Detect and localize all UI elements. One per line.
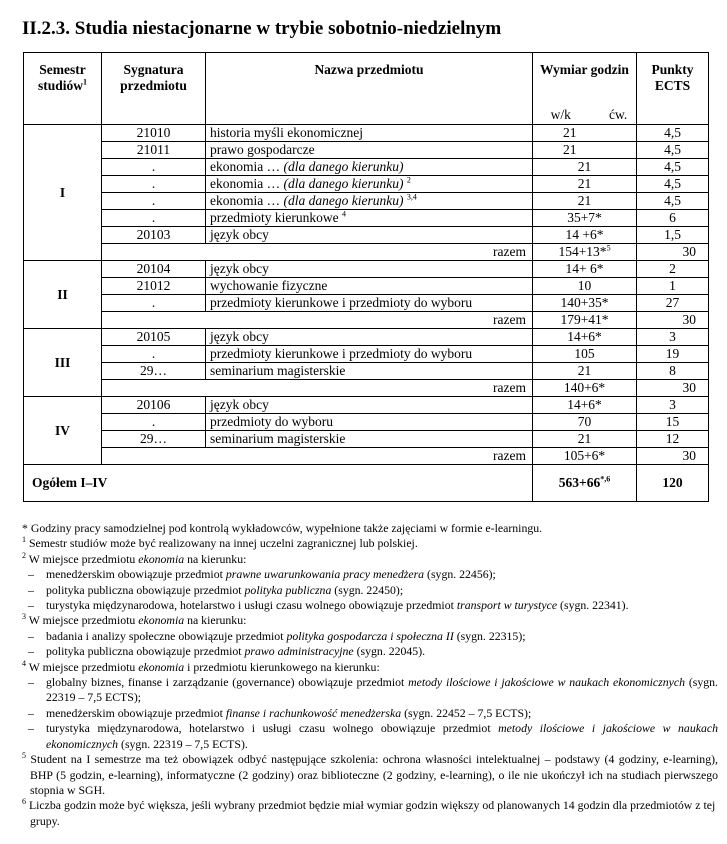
subject-name-cell xyxy=(206,210,533,227)
header-cw: ćw. xyxy=(609,107,628,122)
subject-name: przedmioty kierunkowe xyxy=(210,210,339,225)
table-row xyxy=(24,363,709,380)
signature-cell: . xyxy=(102,295,206,312)
table-row xyxy=(24,295,709,312)
subject-name: ekonomia … xyxy=(210,176,284,191)
table-row xyxy=(24,159,709,176)
subject-name: język obcy xyxy=(210,329,269,344)
razem-hours xyxy=(533,312,637,329)
footnote-item-subject: transport w turystyce xyxy=(456,598,558,613)
hours-cell: 105 xyxy=(533,346,637,363)
hours-cell: 14+6* xyxy=(533,397,637,414)
footnote-ref: 4 xyxy=(341,209,346,219)
table-header-row xyxy=(24,53,709,107)
razem-hours-value: 105+6* xyxy=(563,448,606,463)
subject-name-cell xyxy=(206,142,533,159)
footnote-5: $^5$ Student na I semestrze ma też obowiązek odbyć następujące szkolenia: ochrona własności intelektualnej – podstawy (4 godziny, e-learning), BHP (5 godzin, e-learning), informatyczne (2 godziny) oraz biblioteczne (2 godziny, e-learning), o ile nie ukończył ich na studiach pierwszego stopnia w SGH. xyxy=(22,751,718,797)
footnote-item-text-b: (sygn. 22452 – 7,5 ECTS); xyxy=(401,705,532,720)
ects-cell: 4,5 xyxy=(637,125,709,142)
razem-label: razem xyxy=(102,380,533,397)
ects-cell: 4,5 xyxy=(637,193,709,210)
footnotes xyxy=(22,521,718,829)
subject-name-cell xyxy=(206,397,533,414)
hours-cell: 14+ 6* xyxy=(533,261,637,278)
footnote-item-text xyxy=(46,629,718,644)
subject-name-italic: (dla danego kierunku) xyxy=(283,176,404,191)
header-nazwa: Nazwa przedmiotu xyxy=(206,53,533,125)
subject-name-cell xyxy=(206,278,533,295)
subject-name-cell xyxy=(206,329,533,346)
footnote-item-text-a: turystyka międzynarodowa, hotelarstwo i usługi czasu wolnego obowiązuje przedmiot xyxy=(46,721,499,736)
subject-name-cell xyxy=(206,346,533,363)
footnote-2-list xyxy=(22,567,718,613)
footnote-list-item xyxy=(22,583,718,598)
table-row xyxy=(24,346,709,363)
hours-cell: 21 xyxy=(533,363,637,380)
table-row xyxy=(24,278,709,295)
subject-name: wychowanie fizyczne xyxy=(210,278,328,293)
table-row xyxy=(24,193,709,210)
footnote-item-text-a: menedżerskim obowiązuje przedmiot xyxy=(46,567,226,582)
footnote-1: $^1$ Semestr studiów może być realizowany na innej uczelni zagranicznej lub polskiej. xyxy=(22,535,418,551)
semester-label: II xyxy=(24,261,102,329)
subject-name: historia myśli ekonomicznej xyxy=(210,125,363,140)
subject-name-cell xyxy=(206,431,533,448)
table-row xyxy=(24,397,709,414)
footnote-ref: 3,4 xyxy=(406,192,417,202)
razem-label: razem xyxy=(102,244,533,261)
razem-hours xyxy=(533,380,637,397)
footnote-4-intro: $^4$ W miejsce przedmiotu ekonomia i przedmiotu kierunkowego na kierunku: xyxy=(22,658,380,674)
subject-name: przedmioty kierunkowe i przedmioty do wyboru xyxy=(210,346,473,361)
grand-total-row xyxy=(24,465,709,502)
footnote-item-text-b: (sygn. 22315); xyxy=(453,628,526,643)
razem-hours-value: 154+13* xyxy=(558,244,607,259)
dash-bullet: – xyxy=(28,675,34,690)
hours-cell: 10 xyxy=(533,278,637,295)
footnote-item-subject: polityka gospodarcza i społeczna II xyxy=(286,628,454,643)
footnote-item-subject: prawo administracyjne xyxy=(244,644,354,659)
footnote-list-item xyxy=(22,706,718,721)
semester-total-row xyxy=(24,448,709,465)
footnote-item-text xyxy=(46,598,718,613)
footnote-item-text xyxy=(46,706,718,721)
footnote-item-subject: metody ilościowe i jakościowe w naukach ekonomicznych xyxy=(408,675,686,690)
dash-bullet: – xyxy=(28,567,34,582)
header-wk-cw xyxy=(533,106,637,125)
semester-label: IV xyxy=(24,397,102,465)
subject-name-italic: (dla danego kierunku) xyxy=(283,159,404,174)
subject-name-cell xyxy=(206,125,533,142)
subject-name: ekonomia … xyxy=(210,193,284,208)
footnote-3-intro: $^3$ W miejsce przedmiotu ekonomia na kierunku: xyxy=(22,612,247,628)
signature-cell: . xyxy=(102,159,206,176)
ects-cell: 4,5 xyxy=(637,176,709,193)
signature-cell: . xyxy=(102,414,206,431)
footnote-item-text-b: (sygn. 22319 – 7,5 ECTS). xyxy=(118,736,248,751)
table-row xyxy=(24,431,709,448)
subject-name: język obcy xyxy=(210,397,269,412)
dash-bullet: – xyxy=(28,721,34,736)
dash-bullet: – xyxy=(28,705,34,720)
hours-cell: 21 xyxy=(533,142,637,159)
ects-cell: 8 xyxy=(637,363,709,380)
footnote-item-text-a: menedżerskim obowiązuje przedmiot xyxy=(46,705,226,720)
ects-cell: 4,5 xyxy=(637,159,709,176)
subject-name-cell xyxy=(206,414,533,431)
ects-cell: 1,5 xyxy=(637,227,709,244)
hours-cell: 21 xyxy=(533,431,637,448)
grand-total-hours xyxy=(533,465,637,502)
dash-bullet: – xyxy=(28,628,34,643)
ects-cell: 15 xyxy=(637,414,709,431)
hours-cell: 14+6* xyxy=(533,329,637,346)
razem-label: razem xyxy=(102,448,533,465)
footnote-item-text-a: badania i analizy społeczne obowiązuje przedmiot xyxy=(46,628,287,643)
footnote-item-text xyxy=(46,567,718,582)
ects-cell: 12 xyxy=(637,431,709,448)
signature-cell: 20104 xyxy=(102,261,206,278)
signature-cell: 21010 xyxy=(102,125,206,142)
dash-bullet: – xyxy=(28,582,34,597)
footnote-ref: 5 xyxy=(606,243,611,253)
footnote-4-list xyxy=(22,675,718,752)
grand-total-hours-value: 563+66 xyxy=(558,475,601,490)
razem-hours xyxy=(533,244,637,261)
ects-cell: 2 xyxy=(637,261,709,278)
study-plan-table xyxy=(23,52,709,502)
ects-cell: 6 xyxy=(637,210,709,227)
subject-name: ekonomia … xyxy=(210,159,284,174)
footnote-list-item xyxy=(22,567,718,582)
signature-cell: 20106 xyxy=(102,397,206,414)
signature-cell: . xyxy=(102,176,206,193)
subject-name-cell xyxy=(206,363,533,380)
footnote-item-text-b: (sygn. 22341). xyxy=(557,598,629,613)
subject-name-cell xyxy=(206,193,533,210)
hours-cell: 21 xyxy=(533,125,637,142)
hours-cell: 35+7* xyxy=(533,210,637,227)
footnote-star: * Godziny pracy samodzielnej pod kontrolą wykładowców, wypełnione także zajęciami w formie e-learningu. xyxy=(22,521,543,535)
signature-cell: 21012 xyxy=(102,278,206,295)
footnote-ref: 2 xyxy=(406,175,411,185)
semester-label: III xyxy=(24,329,102,397)
footnote-item-text-a: globalny biznes, finanse i zarządzanie (governance) obowiązuje przedmiot xyxy=(46,675,409,690)
header-semestr: Semestr studiów$^1$ xyxy=(24,53,102,125)
hours-cell: 21 xyxy=(533,193,637,210)
hours-cell: 21 xyxy=(533,176,637,193)
signature-cell: 21011 xyxy=(102,142,206,159)
dash-bullet: – xyxy=(28,598,34,613)
table-row xyxy=(24,261,709,278)
footnote-item-text xyxy=(46,721,718,752)
subject-name: język obcy xyxy=(210,261,269,276)
footnote-list-item xyxy=(22,598,718,613)
footnote-list-item xyxy=(22,629,718,644)
ects-cell: 4,5 xyxy=(637,142,709,159)
signature-cell: 20103 xyxy=(102,227,206,244)
hours-cell: 21 xyxy=(533,159,637,176)
semester-total-row xyxy=(24,312,709,329)
footnote-list-item xyxy=(22,644,718,659)
table-row xyxy=(24,142,709,159)
ects-cell: 3 xyxy=(637,397,709,414)
subject-name-cell xyxy=(206,295,533,312)
subject-name-cell xyxy=(206,227,533,244)
semester-label: I xyxy=(24,125,102,261)
footnote-item-text-b: (sygn. 22450); xyxy=(331,582,404,597)
table-row xyxy=(24,210,709,227)
hours-cell: 14 +6* xyxy=(533,227,637,244)
hours-cell: 140+35* xyxy=(533,295,637,312)
signature-cell: . xyxy=(102,193,206,210)
grand-total-label: Ogółem I–IV xyxy=(24,465,533,502)
footnote-item-text-a: polityka publiczna obowiązuje przedmiot xyxy=(46,582,245,597)
subject-name: język obcy xyxy=(210,227,269,242)
footnote-item-subject: finanse i rachunkowość menedżerska xyxy=(225,705,402,720)
footnote-2-intro: $^2$ W miejsce przedmiotu ekonomia na kierunku: xyxy=(22,550,247,566)
footnote-item-text-a: turystyka międzynarodowa, hotelarstwo i usługi czasu wolnego obowiązuje przedmiot xyxy=(46,598,457,613)
ects-cell: 1 xyxy=(637,278,709,295)
footnote-item-text xyxy=(46,644,718,659)
footnote-item-subject: prawne uwarunkowania pracy menedżera xyxy=(225,567,425,582)
table-row xyxy=(24,125,709,142)
signature-cell: 29… xyxy=(102,431,206,448)
table-body xyxy=(24,125,709,502)
dash-bullet: – xyxy=(28,644,34,659)
semester-total-row xyxy=(24,244,709,261)
razem-ects: 30 xyxy=(637,312,709,329)
footnote-list-item xyxy=(22,675,718,706)
footnote-list-item xyxy=(22,721,718,752)
footnote-3-list xyxy=(22,629,718,660)
razem-hours-value: 140+6* xyxy=(563,380,606,395)
footnote-item-text-a: polityka publiczna obowiązuje przedmiot xyxy=(46,644,245,659)
table-row xyxy=(24,414,709,431)
subject-name-italic: (dla danego kierunku) xyxy=(283,193,404,208)
ects-cell: 27 xyxy=(637,295,709,312)
subject-name: seminarium magisterskie xyxy=(210,363,346,378)
subject-name-cell xyxy=(206,159,533,176)
razem-hours-value: 179+41* xyxy=(560,312,609,327)
header-sygnatura: Sygnatura przedmiotu xyxy=(102,53,206,125)
razem-ects: 30 xyxy=(637,380,709,397)
table-row xyxy=(24,329,709,346)
header-wymiar: Wymiar godzin xyxy=(533,53,637,107)
header-wk: w/k xyxy=(550,107,571,122)
subject-name: prawo gospodarcze xyxy=(210,142,315,157)
footnote-ref: *,6 xyxy=(600,474,611,484)
signature-cell: 29… xyxy=(102,363,206,380)
footnote-item-text-b: (sygn. 22319 – 7,5 ECTS); xyxy=(46,675,718,705)
razem-hours xyxy=(533,448,637,465)
footnote-item-text xyxy=(46,675,718,706)
table-row xyxy=(24,227,709,244)
subject-name: seminarium magisterskie xyxy=(210,431,346,446)
ects-cell: 3 xyxy=(637,329,709,346)
table-row xyxy=(24,176,709,193)
header-punkty: Punkty ECTS xyxy=(637,53,709,125)
footnote-item-text-b: (sygn. 22045). xyxy=(353,644,426,659)
subject-name-cell xyxy=(206,176,533,193)
footnote-6: $^6$ Liczba godzin może być większa, jeśli wybrany przedmiot będzie miał wymiar godzin większy od planowanych 14 godzin dla przedmiotów z tej grupy. xyxy=(22,797,716,828)
razem-ects: 30 xyxy=(637,448,709,465)
subject-name: przedmioty kierunkowe i przedmioty do wyboru xyxy=(210,295,473,310)
section-heading: II.2.3. Studia niestacjonarne w trybie sobotnio-niedzielnym xyxy=(22,18,502,39)
footnote-item-text-b: (sygn. 22456); xyxy=(424,567,496,582)
signature-cell: . xyxy=(102,210,206,227)
razem-ects: 30 xyxy=(637,244,709,261)
ects-cell: 19 xyxy=(637,346,709,363)
signature-cell: 20105 xyxy=(102,329,206,346)
razem-label: razem xyxy=(102,312,533,329)
subject-name: przedmioty do wyboru xyxy=(210,414,333,429)
signature-cell: . xyxy=(102,346,206,363)
semester-total-row xyxy=(24,380,709,397)
footnote-item-subject: metody ilościowe i jakościowe w naukach ekonomicznych xyxy=(46,721,718,751)
subject-name-cell xyxy=(206,261,533,278)
footnote-item-text xyxy=(46,583,718,598)
grand-total-ects: 120 xyxy=(637,465,709,502)
footnote-item-subject: polityka publiczna xyxy=(244,582,332,597)
hours-cell: 70 xyxy=(533,414,637,431)
